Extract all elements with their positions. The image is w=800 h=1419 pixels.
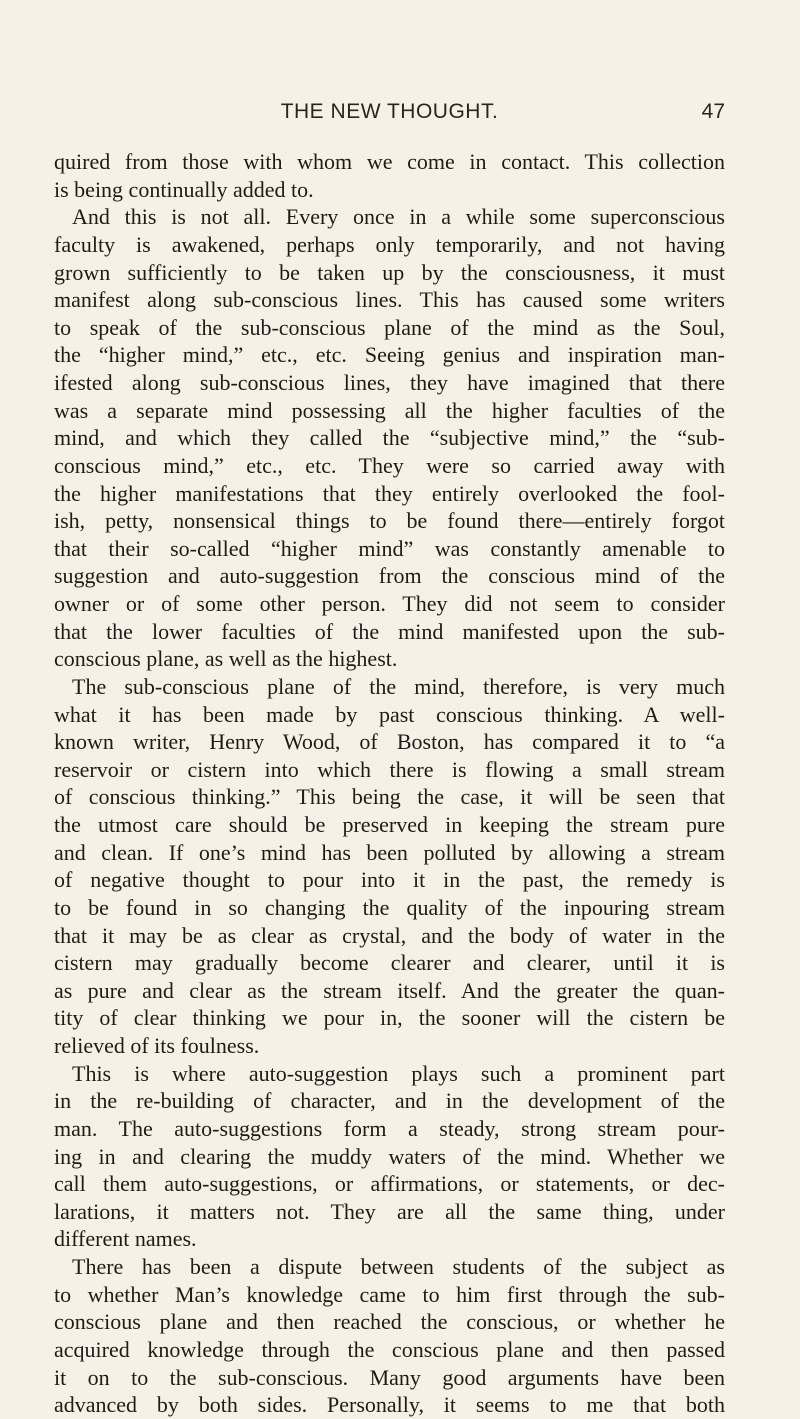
text-line: to whether Man’s knowledge came to him first through the sub-	[54, 1281, 725, 1307]
text-line: grown sufficiently to be taken up by the consciousness, it must	[54, 259, 725, 285]
text-line: in the re-building of character, and in the development of the	[54, 1088, 725, 1114]
text-line: is being continually added to.	[54, 176, 314, 202]
text-line: that the lower faculties of the mind manifested upon the sub-	[54, 618, 725, 644]
text-line: that it may be as clear as crystal, and the body of water in the	[54, 922, 725, 948]
text-line: it on to the sub-conscious. Many good arguments have been	[54, 1364, 725, 1390]
text-line: ish, petty, nonsensical things to be found there—entirely forgot	[54, 508, 725, 534]
text-line: relieved of its foulness.	[54, 1033, 260, 1058]
text-line: the utmost care should be preserved in keeping the stream pure	[54, 812, 725, 837]
text-line: tity of clear thinking we pour in, the sooner will the cistern be	[54, 1005, 725, 1031]
text-line: man. The auto-suggestions form a steady, strong stream pour-	[54, 1115, 725, 1141]
text-line: what it has been made by past conscious thinking. A well-	[54, 701, 725, 727]
text-line: as pure and clear as the stream itself. And the greater the quan-	[54, 977, 725, 1003]
running-head	[54, 100, 725, 130]
text-line: ing in and clearing the muddy waters of the mind. Whether we	[54, 1143, 725, 1169]
text-line: ifested along sub-conscious lines, they have imagined that there	[54, 370, 725, 395]
text-line: The sub-conscious plane of the mind, therefore, is very much	[72, 673, 725, 699]
text-line: cistern may gradually become clearer and clearer, until it is	[54, 950, 725, 976]
text-line: mind, and which they called the “subjective mind,” the “sub-	[54, 425, 725, 451]
text-line: was a separate mind possessing all the higher faculties of the	[54, 397, 725, 423]
text-line: of negative thought to pour into it in the past, the remedy is	[54, 867, 725, 893]
text-line: conscious mind,” etc., etc. They were so carried away with	[54, 452, 725, 478]
running-title: THE NEW THOUGHT.	[280, 100, 499, 123]
text-line: advanced by both sides. Personally, it seems to me that both	[54, 1392, 725, 1418]
text-line: larations, it matters not. They are all the same thing, under	[54, 1198, 725, 1224]
body-text	[54, 148, 725, 1419]
text-line: acquired knowledge through the conscious plane and then passed	[54, 1336, 725, 1362]
text-line: known writer, Henry Wood, of Boston, has compared it to “a	[54, 729, 725, 755]
text-line: different names.	[54, 1226, 197, 1252]
text-line: quired from those with whom we come in contact. This collection	[54, 149, 725, 174]
text-line: to be found in so changing the quality of the inpouring stream	[54, 894, 725, 920]
page-number: 47	[701, 100, 725, 123]
text-line: the higher manifestations that they entirely overlooked the fool-	[54, 480, 725, 506]
text-line: reservoir or cistern into which there is flowing a small stream	[54, 756, 725, 782]
text-line: There has been a dispute between students of the subject as	[72, 1254, 725, 1279]
text-line: This is where auto-suggestion plays such a prominent part	[72, 1060, 725, 1086]
text-line: of conscious thinking.” This being the case, it will be seen that	[54, 784, 725, 810]
text-line: manifest along sub-conscious lines. This has caused some writers	[54, 287, 725, 313]
text-line: faculty is awakened, perhaps only temporarily, and not having	[54, 231, 725, 257]
text-line: suggestion and auto-suggestion from the conscious mind of the	[54, 563, 725, 589]
text-line: conscious plane, as well as the highest.	[54, 646, 398, 672]
text-line: and clean. If one’s mind has been polluted by allowing a stream	[54, 839, 725, 865]
text-line: owner or of some other person. They did not seem to consider	[54, 591, 725, 616]
text-line: conscious plane and then reached the conscious, or whether he	[54, 1309, 725, 1335]
text-line: call them auto-suggestions, or affirmations, or statements, or dec-	[54, 1171, 725, 1197]
text-line: the “higher mind,” etc., etc. Seeing genius and inspiration man-	[54, 342, 725, 368]
text-line: that their so-called “higher mind” was constantly amenable to	[54, 535, 725, 561]
text-line: to speak of the sub-conscious plane of the mind as the Soul,	[54, 314, 725, 340]
text-line: And this is not all. Every once in a while some superconscious	[72, 204, 725, 230]
